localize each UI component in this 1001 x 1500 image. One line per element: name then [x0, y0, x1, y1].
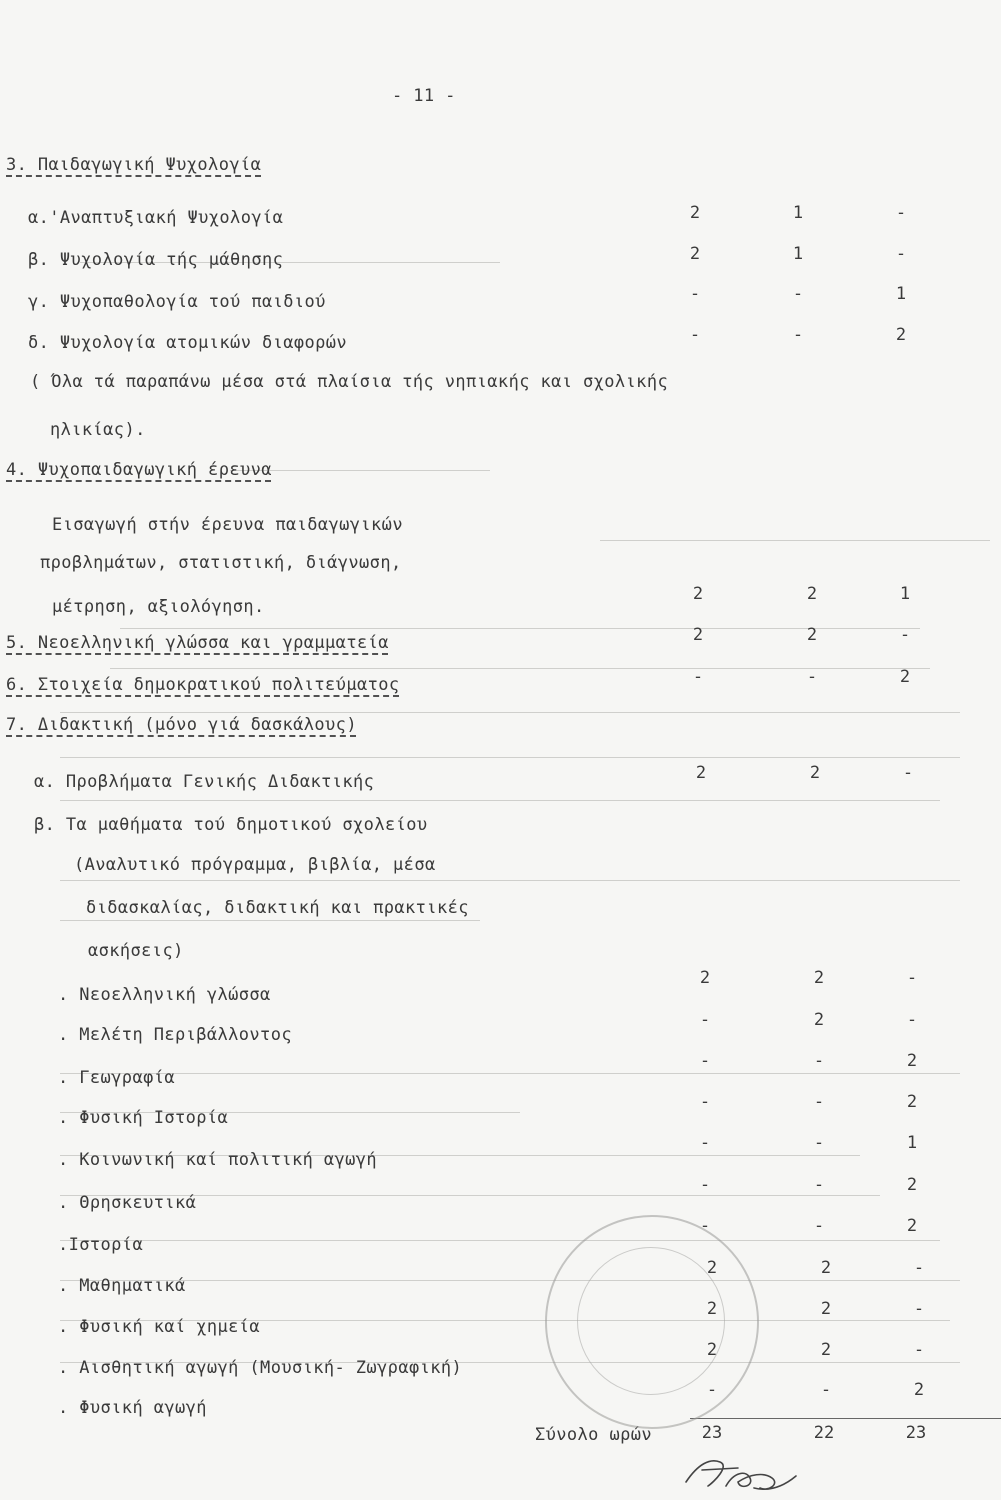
- row-label: . Φυσική Ιστορία: [58, 1108, 229, 1128]
- hours-col-1: 2: [706, 1299, 718, 1319]
- hours-col-1: -: [706, 1380, 718, 1400]
- hours-col-2: -: [813, 1133, 825, 1153]
- hours-col-2: -: [813, 1216, 825, 1236]
- row-label-cont: μέτρηση, αξιολόγηση.: [52, 597, 265, 617]
- hours-col-2: 2: [809, 763, 821, 783]
- hours-col-1: 2: [699, 968, 711, 988]
- section-7-heading: 7. Διδακτική (μόνο γιά δασκάλους): [6, 715, 357, 735]
- hours-col-3: -: [913, 1258, 925, 1278]
- hours-col-2: 2: [820, 1258, 832, 1278]
- note-line-1: ( Όλα τά παραπάνω μέσα στά πλαίσια τής νηπιακής και σχολικής: [30, 372, 669, 392]
- hours-col-2: -: [813, 1092, 825, 1112]
- hours-col-2: 1: [792, 244, 804, 264]
- row-label: Εισαγωγή στήν έρευνα παιδαγωγικών: [52, 515, 403, 535]
- row-label-cont: προβλημάτων, στατιστική, διάγνωση,: [40, 553, 402, 573]
- hours-col-2: 2: [806, 625, 818, 645]
- row-label: . Θρησκευτικά: [58, 1193, 197, 1213]
- total-label: Σύνολο ωρών: [535, 1425, 652, 1445]
- hours-col-2: 2: [820, 1340, 832, 1360]
- totals-rule: [690, 1418, 1001, 1419]
- total-col-2: 22: [813, 1423, 835, 1443]
- hours-col-2: 1: [792, 203, 804, 223]
- total-col-3: 23: [905, 1423, 927, 1443]
- hours-col-3: 1: [895, 284, 907, 304]
- hours-col-3: -: [913, 1340, 925, 1360]
- note-line-2: ηλικίας).: [50, 420, 146, 440]
- hours-col-3: -: [895, 203, 907, 223]
- row-label: . Αισθητική αγωγή (Μουσική- Ζωγραφική): [58, 1358, 463, 1378]
- section-7b-note-1: (Αναλυτικό πρόγραμμα, βιβλία, μέσα: [74, 855, 436, 875]
- hours-col-2: -: [813, 1051, 825, 1071]
- row-label: . Νεοελληνική γλώσσα: [58, 985, 271, 1005]
- row-label: δ. Ψυχολογία ατομικών διαφορών: [28, 333, 348, 353]
- hours-col-1: -: [699, 1216, 711, 1236]
- row-label: .Ιστορία: [58, 1235, 144, 1255]
- hours-col-1: -: [699, 1092, 711, 1112]
- section-7b-note-2: διδασκαλίας, διδακτική και πρακτικές: [86, 898, 469, 918]
- hours-col-2: 2: [820, 1299, 832, 1319]
- hours-col-2: -: [820, 1380, 832, 1400]
- hours-col-2: 2: [806, 584, 818, 604]
- hours-col-1: -: [699, 1010, 711, 1030]
- hours-col-3: -: [906, 968, 918, 988]
- row-label: . Φυσική καί χημεία: [58, 1317, 261, 1337]
- hours-col-3: 2: [906, 1051, 918, 1071]
- hours-col-1: 2: [692, 584, 704, 604]
- section-6-heading: 6. Στοιχεία δημοκρατικού πολιτεύματος: [6, 675, 400, 695]
- page-number: - 11 -: [392, 86, 456, 106]
- hours-col-3: 2: [913, 1380, 925, 1400]
- section-4-heading: 4. Ψυχοπαιδαγωγική έρευνα: [6, 460, 272, 480]
- row-label: . Φυσική αγωγή: [58, 1398, 207, 1418]
- hours-col-3: -: [895, 244, 907, 264]
- hours-col-3: 2: [899, 667, 911, 687]
- section-5-heading: 5. Νεοελληνική γλώσσα και γραμματεία: [6, 633, 389, 653]
- section-7b-note-3: ασκήσεις): [88, 941, 184, 961]
- row-label: . Μελέτη Περιβάλλοντος: [58, 1025, 292, 1045]
- hours-col-2: -: [813, 1175, 825, 1195]
- row-label: β. Ψυχολογία τής μάθησης: [28, 250, 284, 270]
- hours-col-1: 2: [706, 1258, 718, 1278]
- hours-col-3: 2: [895, 325, 907, 345]
- section-3-heading: 3. Παιδαγωγική Ψυχολογία: [6, 155, 262, 175]
- hours-col-1: -: [699, 1133, 711, 1153]
- row-label: α. Προβλήματα Γενικής Διδακτικής: [34, 772, 375, 792]
- official-stamp: [545, 1215, 759, 1429]
- hours-col-1: 2: [706, 1340, 718, 1360]
- row-label: α.'Αναπτυξιακή Ψυχολογία: [28, 208, 284, 228]
- hours-col-1: 2: [689, 203, 701, 223]
- hours-col-3: 2: [906, 1175, 918, 1195]
- hours-col-1: -: [699, 1051, 711, 1071]
- hours-col-3: 2: [906, 1216, 918, 1236]
- total-col-1: 23: [701, 1423, 723, 1443]
- hours-col-2: -: [792, 325, 804, 345]
- hours-col-3: -: [902, 763, 914, 783]
- hours-col-3: -: [913, 1299, 925, 1319]
- hours-col-3: 2: [906, 1092, 918, 1112]
- hours-col-2: -: [792, 284, 804, 304]
- hours-col-1: 2: [695, 763, 707, 783]
- row-label: . Γεωγραφία: [58, 1068, 175, 1088]
- hours-col-1: 2: [689, 244, 701, 264]
- row-label: . Κοινωνική καί πολιτική αγωγή: [58, 1150, 378, 1170]
- hours-col-1: -: [689, 325, 701, 345]
- row-label: . Μαθηματικά: [58, 1276, 186, 1296]
- section-7b-heading: β. Τα μαθήματα τού δημοτικού σχολείου: [34, 815, 428, 835]
- hours-col-2: -: [806, 667, 818, 687]
- signature: [680, 1452, 800, 1496]
- hours-col-2: 2: [813, 1010, 825, 1030]
- hours-col-2: 2: [813, 968, 825, 988]
- hours-col-1: -: [699, 1175, 711, 1195]
- hours-col-1: 2: [692, 625, 704, 645]
- hours-col-3: 1: [899, 584, 911, 604]
- hours-col-3: 1: [906, 1133, 918, 1153]
- hours-col-1: -: [692, 667, 704, 687]
- hours-col-3: -: [906, 1010, 918, 1030]
- row-label: γ. Ψυχοπαθολογία τού παιδιού: [28, 292, 326, 312]
- hours-col-1: -: [689, 284, 701, 304]
- hours-col-3: -: [899, 625, 911, 645]
